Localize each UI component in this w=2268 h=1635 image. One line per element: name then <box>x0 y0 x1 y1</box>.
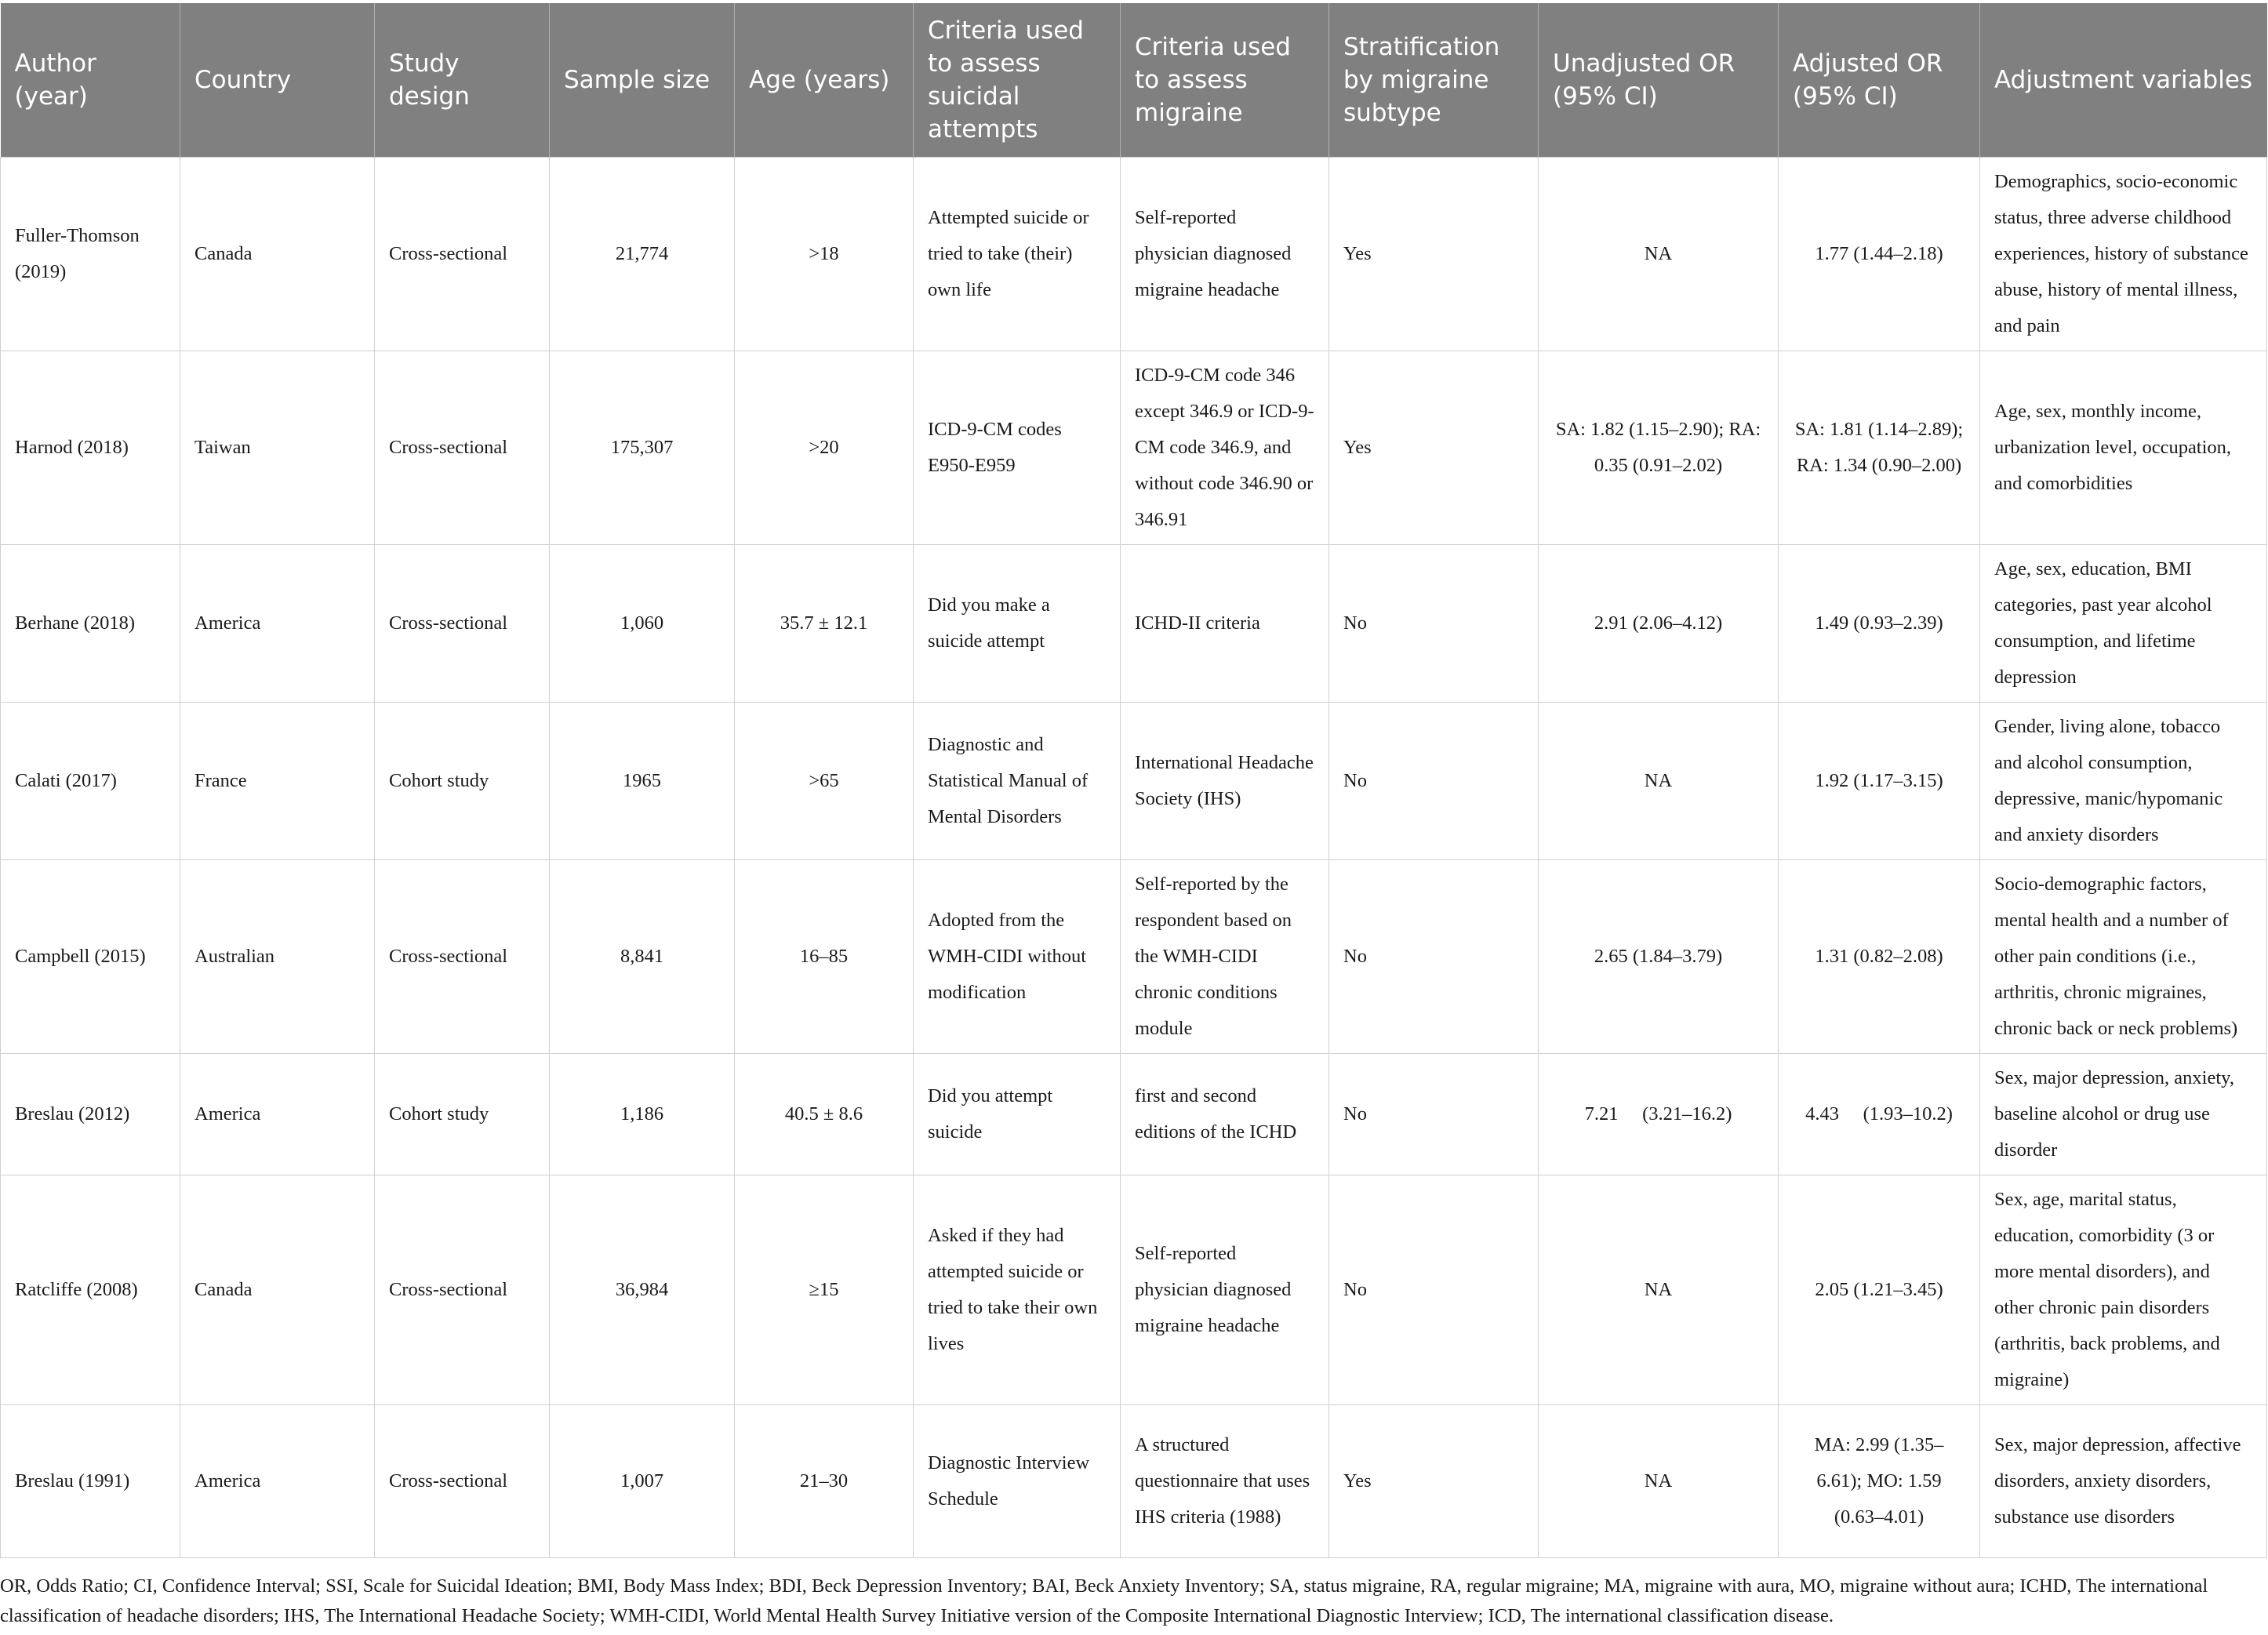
cell-unadjusted-or: 2.65 (1.84–3.79) <box>1539 860 1779 1054</box>
cell-design: Cohort study <box>375 1054 550 1175</box>
cell-unadjusted-or: NA <box>1539 158 1779 351</box>
cell-adjusted-or: 1.77 (1.44–2.18) <box>1779 158 1980 351</box>
cell-country: Canada <box>180 158 375 351</box>
cell-author: Ratcliffe (2008) <box>1 1175 180 1405</box>
cell-stratification: No <box>1329 703 1539 860</box>
cell-design: Cross-sectional <box>375 1175 550 1405</box>
header-migraine-criteria: Criteria used to assess migraine <box>1121 3 1329 158</box>
cell-suicide-criteria: Attempted suicide or tried to take (their) own life <box>914 158 1121 351</box>
cell-stratification: No <box>1329 545 1539 703</box>
cell-stratification: Yes <box>1329 1405 1539 1558</box>
cell-sample: 1,060 <box>550 545 735 703</box>
header-study-design: Study design <box>375 3 550 158</box>
cell-migraine-criteria: International Headache Society (IHS) <box>1121 703 1329 860</box>
cell-country: Canada <box>180 1175 375 1405</box>
cell-adjusted-or: MA: 2.99 (1.35–6.61); MO: 1.59 (0.63–4.01) <box>1779 1405 1980 1558</box>
table-row <box>1 1054 2267 1175</box>
table-row <box>1 860 2267 1054</box>
cell-age: 21–30 <box>735 1405 914 1558</box>
cell-age: 16–85 <box>735 860 914 1054</box>
cell-unadjusted-or: NA <box>1539 703 1779 860</box>
cell-age: >65 <box>735 703 914 860</box>
cell-stratification: Yes <box>1329 351 1539 545</box>
cell-adjustment: Sex, major depression, affective disorders, anxiety disorders, substance use disorders <box>1980 1405 2267 1558</box>
cell-adjustment: Age, sex, education, BMI categories, past year alcohol consumption, and lifetime depression <box>1980 545 2267 703</box>
table-row <box>1 545 2267 703</box>
cell-age: ≥15 <box>735 1175 914 1405</box>
table-row <box>1 158 2267 351</box>
cell-country: America <box>180 545 375 703</box>
header-suicide-criteria: Criteria used to assess suicidal attempts <box>914 3 1121 158</box>
cell-country: Taiwan <box>180 351 375 545</box>
cell-migraine-criteria: first and second editions of the ICHD <box>1121 1054 1329 1175</box>
cell-design: Cross-sectional <box>375 1405 550 1558</box>
cell-design: Cross-sectional <box>375 158 550 351</box>
cell-adjusted-or: 1.31 (0.82–2.08) <box>1779 860 1980 1054</box>
cell-suicide-criteria: Did you attempt suicide <box>914 1054 1121 1175</box>
header-stratification: Stratification by migraine subtype <box>1329 3 1539 158</box>
cell-sample: 1965 <box>550 703 735 860</box>
cell-sample: 21,774 <box>550 158 735 351</box>
cell-stratification: Yes <box>1329 158 1539 351</box>
cell-unadjusted-or: NA <box>1539 1405 1779 1558</box>
cell-adjusted-or: 2.05 (1.21–3.45) <box>1779 1175 1980 1405</box>
header-row <box>1 3 2267 158</box>
cell-author: Fuller-Thomson (2019) <box>1 158 180 351</box>
cell-author: Breslau (1991) <box>1 1405 180 1558</box>
cell-age: >18 <box>735 158 914 351</box>
cell-sample: 36,984 <box>550 1175 735 1405</box>
cell-adjustment: Socio-demographic factors, mental health and a number of other pain conditions (i.e., arthritis, chronic migraines, chronic back or neck problems) <box>1980 860 2267 1054</box>
table-row <box>1 351 2267 545</box>
cell-suicide-criteria: Adopted from the WMH-CIDI without modification <box>914 860 1121 1054</box>
cell-suicide-criteria: Asked if they had attempted suicide or tried to take their own lives <box>914 1175 1121 1405</box>
cell-author: Harnod (2018) <box>1 351 180 545</box>
header-age: Age (years) <box>735 3 914 158</box>
cell-adjusted-or: 4.43 (1.93–10.2) <box>1779 1054 1980 1175</box>
cell-adjustment: Demographics, socio-economic status, three adverse childhood experiences, history of substance abuse, history of mental illness, and pain <box>1980 158 2267 351</box>
cell-suicide-criteria: Diagnostic and Statistical Manual of Mental Disorders <box>914 703 1121 860</box>
cell-design: Cross-sectional <box>375 545 550 703</box>
cell-author: Breslau (2012) <box>1 1054 180 1175</box>
cell-migraine-criteria: ICHD-II criteria <box>1121 545 1329 703</box>
cell-country: Australian <box>180 860 375 1054</box>
cell-adjusted-or: SA: 1.81 (1.14–2.89); RA: 1.34 (0.90–2.00) <box>1779 351 1980 545</box>
table-row <box>1 1405 2267 1558</box>
cell-sample: 8,841 <box>550 860 735 1054</box>
cell-country: America <box>180 1405 375 1558</box>
cell-adjusted-or: 1.92 (1.17–3.15) <box>1779 703 1980 860</box>
cell-stratification: No <box>1329 860 1539 1054</box>
cell-unadjusted-or: SA: 1.82 (1.15–2.90); RA: 0.35 (0.91–2.02) <box>1539 351 1779 545</box>
cell-adjustment: Sex, major depression, anxiety, baseline alcohol or drug use disorder <box>1980 1054 2267 1175</box>
cell-adjustment: Gender, living alone, tobacco and alcohol consumption, depressive, manic/hypomanic and anxiety disorders <box>1980 703 2267 860</box>
cell-sample: 1,007 <box>550 1405 735 1558</box>
cell-suicide-criteria: Did you make a suicide attempt <box>914 545 1121 703</box>
cell-unadjusted-or: 2.91 (2.06–4.12) <box>1539 545 1779 703</box>
cell-migraine-criteria: A structured questionnaire that uses IHS criteria (1988) <box>1121 1405 1329 1558</box>
cell-adjusted-or: 1.49 (0.93–2.39) <box>1779 545 1980 703</box>
header-sample-size: Sample size <box>550 3 735 158</box>
cell-sample: 175,307 <box>550 351 735 545</box>
studies-table <box>0 3 2267 1558</box>
cell-country: France <box>180 703 375 860</box>
table-row <box>1 1175 2267 1405</box>
cell-migraine-criteria: Self-reported physician diagnosed migraine headache <box>1121 158 1329 351</box>
cell-author: Berhane (2018) <box>1 545 180 703</box>
cell-author: Campbell (2015) <box>1 860 180 1054</box>
table-row <box>1 703 2267 860</box>
cell-age: >20 <box>735 351 914 545</box>
header-adjusted-or: Adjusted OR (95% CI) <box>1779 3 1980 158</box>
cell-adjustment: Age, sex, monthly income, urbanization level, occupation, and comorbidities <box>1980 351 2267 545</box>
cell-adjustment: Sex, age, marital status, education, comorbidity (3 or more mental disorders), and other chronic pain disorders (arthritis, back problems, and migraine) <box>1980 1175 2267 1405</box>
header-country: Country <box>180 3 375 158</box>
cell-suicide-criteria: Diagnostic Interview Schedule <box>914 1405 1121 1558</box>
header-unadjusted-or: Unadjusted OR (95% CI) <box>1539 3 1779 158</box>
header-adjustment-variables: Adjustment variables <box>1980 3 2267 158</box>
cell-stratification: No <box>1329 1175 1539 1405</box>
cell-suicide-criteria: ICD-9-CM codes E950-E959 <box>914 351 1121 545</box>
cell-migraine-criteria: Self-reported by the respondent based on the WMH-CIDI chronic conditions module <box>1121 860 1329 1054</box>
header-author: Author (year) <box>1 3 180 158</box>
cell-design: Cohort study <box>375 703 550 860</box>
cell-unadjusted-or: NA <box>1539 1175 1779 1405</box>
cell-age: 40.5 ± 8.6 <box>735 1054 914 1175</box>
cell-design: Cross-sectional <box>375 860 550 1054</box>
cell-stratification: No <box>1329 1054 1539 1175</box>
cell-country: America <box>180 1054 375 1175</box>
cell-migraine-criteria: Self-reported physician diagnosed migraine headache <box>1121 1175 1329 1405</box>
cell-migraine-criteria: ICD-9-CM code 346 except 346.9 or ICD-9-CM code 346.9, and without code 346.90 or 346.91 <box>1121 351 1329 545</box>
cell-unadjusted-or: 7.21 (3.21–16.2) <box>1539 1054 1779 1175</box>
cell-design: Cross-sectional <box>375 351 550 545</box>
cell-sample: 1,186 <box>550 1054 735 1175</box>
cell-age: 35.7 ± 12.1 <box>735 545 914 703</box>
cell-author: Calati (2017) <box>1 703 180 860</box>
table-footnote: OR, Odds Ratio; CI, Confidence Interval; SSI, Scale for Suicidal Ideation; BMI, Body Mass Index; BDI, Beck Depression Inventory; BAI, Beck Anxiety Inventory; SA, status migraine, RA, regular migraine; MA, migraine with aura, MO, migraine without aura; ICHD, The international classification of headache disorders; IHS, The International Headache Society; WMH-CIDI, World Mental Health Survey Initiative version of the Composite International Diagnostic Interview; ICD, The international classification disease. <box>0 1575 2208 1626</box>
